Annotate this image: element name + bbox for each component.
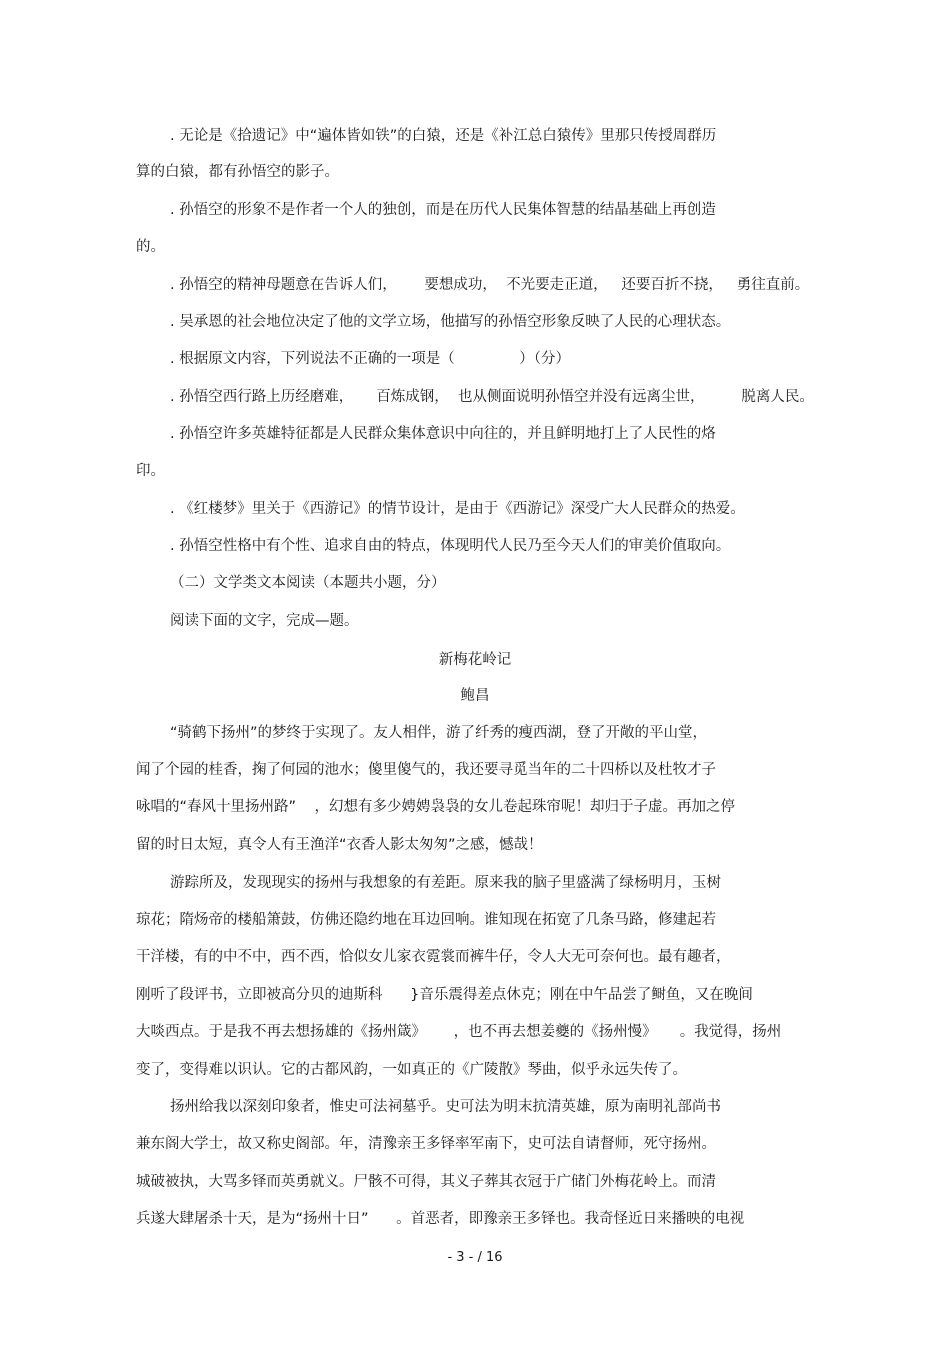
section-heading: （二）文学类文本阅读（本题共小题，分） — [170, 575, 446, 591]
paragraph-line: 兼东阁大学士，故又称史阁部。年，清豫亲王多铎率军南下，史可法自请督师，死守扬州。 — [136, 1136, 716, 1152]
option-line: . 孙悟空性格中有个性、追求自由的特点，体现明代人民乃至今天人们的审美价值取向。 — [170, 538, 731, 554]
paragraph-line: 城破被执，大骂多铎而英勇就义。尸骸不可得，其义子葬其衣冠于广储门外梅花岭上。而清 — [136, 1174, 716, 1190]
paragraph-line: 大啖西点。于是我不再去想扬雄的《扬州箴》 ，也不再去想姜夔的《扬州慢》 。我觉得，扬州 — [136, 1024, 782, 1040]
paragraph-line: 干洋楼，有的中不中，西不西，恰似女儿家衣霓裳而裤牛仔，令人大无可奈何也。最有趣者， — [136, 949, 731, 965]
paragraph-line: 扬州给我以深刻印象者，惟史可法祠墓乎。史可法为明末抗清英雄，原为南明礼部尚书 — [170, 1099, 721, 1115]
page-number: - 3 - / 16 — [447, 1250, 503, 1265]
paragraph-line: 留的时日太短，真令人有王渔洋“衣香人影太匆匆”之感，憾哉！ — [136, 837, 543, 853]
option-line: 的。 — [136, 239, 165, 255]
article-title: 新梅花岭记 — [438, 652, 512, 668]
article-author: 鲍昌 — [460, 688, 490, 704]
paragraph-line: 琼花；隋炀帝的楼船箫鼓，仿佛还隐约地在耳边回响。谁知现在拓宽了几条马路，修建起若 — [136, 912, 716, 928]
paragraph-line: 游踪所及，发现现实的扬州与我想象的有差距。原来我的脑子里盛满了绿杨明月，玉树 — [170, 875, 721, 891]
option-line: . 孙悟空的形象不是作者一个人的独创，而是在历代人民集体智慧的结晶基础上再创造 — [170, 202, 716, 218]
option-line: . 《红楼梦》里关于《西游记》的情节设计，是由于《西游记》深受广大人民群众的热爱。 — [170, 501, 745, 517]
question-stem: . 根据原文内容，下列说法不正确的一项是（ ）（分） — [170, 351, 570, 367]
option-line: . 孙悟空西行路上历经磨难， 百炼成钢， 也从侧面说明孙悟空并没有远离尘世， 脱离人民。 — [170, 389, 814, 405]
paragraph-line: 闻了个园的桂香，掬了何园的池水；傻里傻气的，我还要寻觅当年的二十四桥以及杜牧才子 — [136, 762, 716, 778]
paragraph-line: 刚听了段评书，立即被高分贝的迪斯科 }音乐震得差点休克；刚在中午品尝了鲥鱼，又在晚间 — [136, 987, 753, 1003]
paragraph-line: 变了，变得难以识认。它的古都风韵，一如真正的《广陵散》琴曲，似乎永远失传了。 — [136, 1062, 687, 1078]
paragraph-line: 兵遂大肆屠杀十天，是为“扬州十日” 。首恶者，即豫亲王多铎也。我奇怪近日来播映的电视 — [136, 1211, 745, 1227]
option-line: 算的白猿，都有孙悟空的影子。 — [136, 164, 339, 180]
option-line: . 孙悟空许多英雄特征都是人民群众集体意识中向往的，并且鲜明地打上了人民性的烙 — [170, 426, 716, 442]
option-line: . 孙悟空的精神母题意在告诉人们， 要想成功， 不光要走正道， 还要百折不挠， 勇往直前。 — [170, 277, 810, 293]
option-line: 印。 — [136, 463, 165, 479]
option-line: . 吴承恩的社会地位决定了他的文学立场，他描写的孙悟空形象反映了人民的心理状态。 — [170, 314, 731, 330]
paragraph-line: “骑鹤下扬州”的梦终于实现了。友人相伴，游了纤秀的瘦西湖，登了开敞的平山堂， — [170, 725, 708, 741]
option-line: . 无论是《拾遗记》中“遍体皆如铁”的白猿，还是《补江总白猿传》里那只传授周群历 — [170, 128, 717, 144]
paragraph-line: 咏唱的“春风十里扬州路” ，幻想有多少娉娉袅袅的女儿卷起珠帘呢！却归于子虚。再加之停 — [136, 799, 735, 815]
instruction: 阅读下面的文字，完成—题。 — [170, 613, 359, 629]
